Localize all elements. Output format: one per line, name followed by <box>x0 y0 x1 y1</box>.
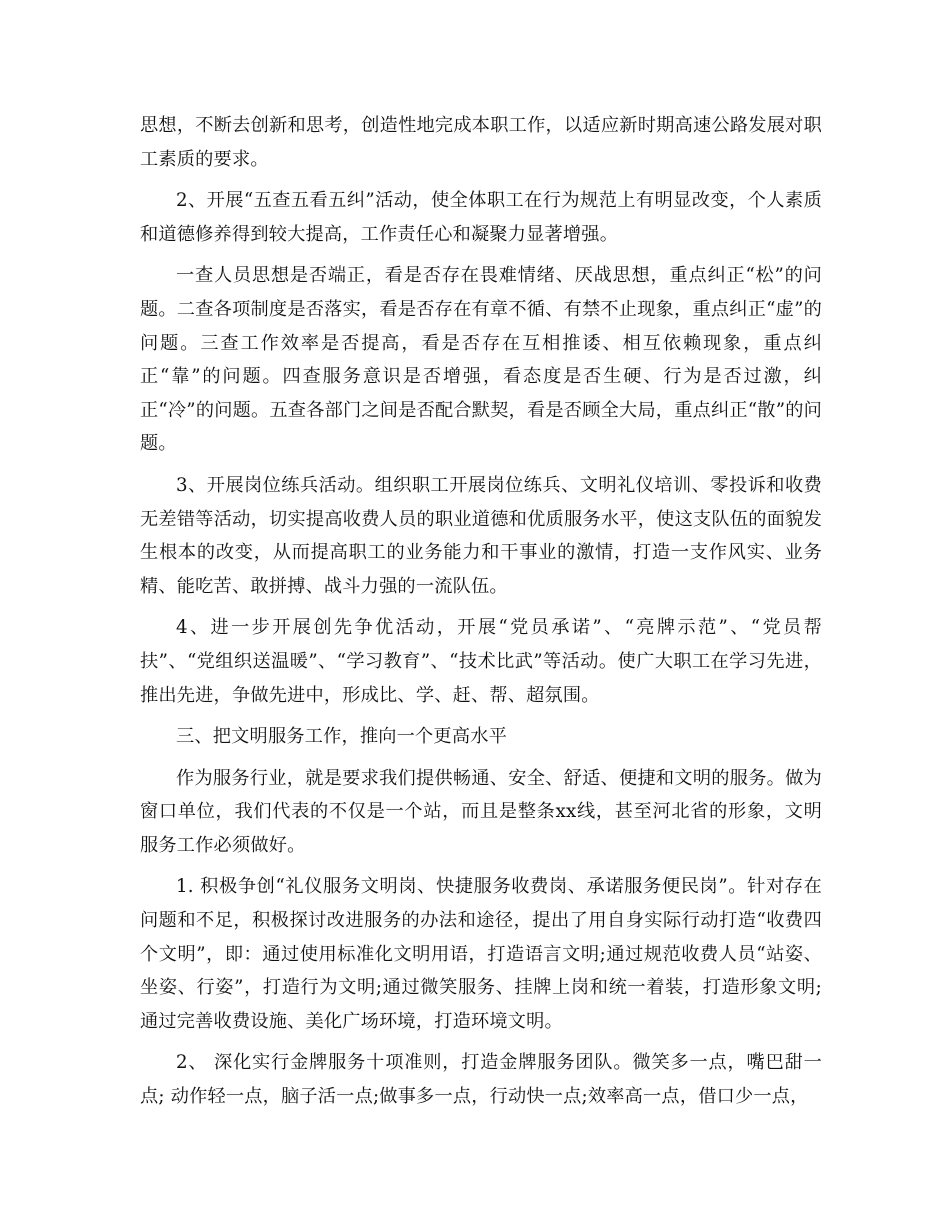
paragraph-continuation: 思想，不断去创新和思考，创造性地完成本职工作，以适应新时期高速公路发展对职工素质的要求。 <box>140 115 822 170</box>
document-body <box>140 109 822 1122</box>
paragraph-item-2-five-checks: 2、开展“五查五看五纠”活动，使全体职工在行为规范上有明显改变，个人素质和道德修养得到较大提高，工作责任心和凝聚力显著增强。 <box>140 190 822 245</box>
paragraph-service-intro: 作为服务行业，就是要求我们提供畅通、安全、舒适、便捷和文明的服务。做为窗口单位，我们代表的不仅是一个站，而且是整条xx线，甚至河北省的形象，文明服务工作必须做好。 <box>140 767 822 856</box>
paragraph-item-3-training: 3、开展岗位练兵活动。组织职工开展岗位练兵、文明礼仪培训、零投诉和收费无差错等活动，切实提高收费人员的职业道德和优质服务水平，使这支队伍的面貌发生根本的改变，从而提高职工的业务能力和干事业的激情，打造一支作风实、业务精、能吃苦、敢拼搏、战斗力强的一流队伍。 <box>140 474 822 597</box>
paragraph-five-checks-detail: 一查人员思想是否端正，看是否存在畏难情绪、厌战思想，重点纠正“松”的问题。二查各项制度是否落实，看是否存在有章不循、有禁不止现象，重点纠正“虚”的问题。三查工作效率是否提高，看是否存在互相推诿、相互依赖现象，重点纠正“靠”的问题。四查服务意识是否增强，看态度是否生硬、行为是否过激，纠正“冷”的问题。五查各部门之间是否配合默契，看是否顾全大局，重点纠正“散”的问题。 <box>140 265 822 455</box>
paragraph-item-4-excellence: 4、进一步开展创先争优活动，开展“党员承诺”、“亮牌示范”、“党员帮扶”、“党组织送温暖”、“学习教育”、“技术比武”等活动。使广大职工在学习先进，推出先进，争做先进中，形成比、学、赶、帮、超氛围。 <box>140 617 822 706</box>
section-heading-civilized-service: 三、把文明服务工作，推向一个更高水平 <box>176 726 507 748</box>
paragraph-item-2-gold-service: 2、 深化实行金牌服务十项准则，打造金牌服务团队。微笑多一点，嘴巴甜一点; 动作轻一点，脑子活一点;做事多一点，行动快一点;效率高一点，借口少一点， <box>140 1052 822 1108</box>
paragraph-item-1-etiquette: 1. 积极争创“礼仪服务文明岗、快捷服务收费岗、承诺服务便民岗”。针对存在问题和不足，积极探讨改进服务的办法和途径，提出了用自身实际行动打造“收费四个文明”，即：通过使用标准化文明用语，打造语言文明;通过规范收费人员“站姿、坐姿、行姿”，打造行为文明;通过微笑服务、挂牌上岗和统一着装，打造形象文明;通过完善收费设施、美化广场环境，打造环境文明。 <box>140 876 822 1032</box>
